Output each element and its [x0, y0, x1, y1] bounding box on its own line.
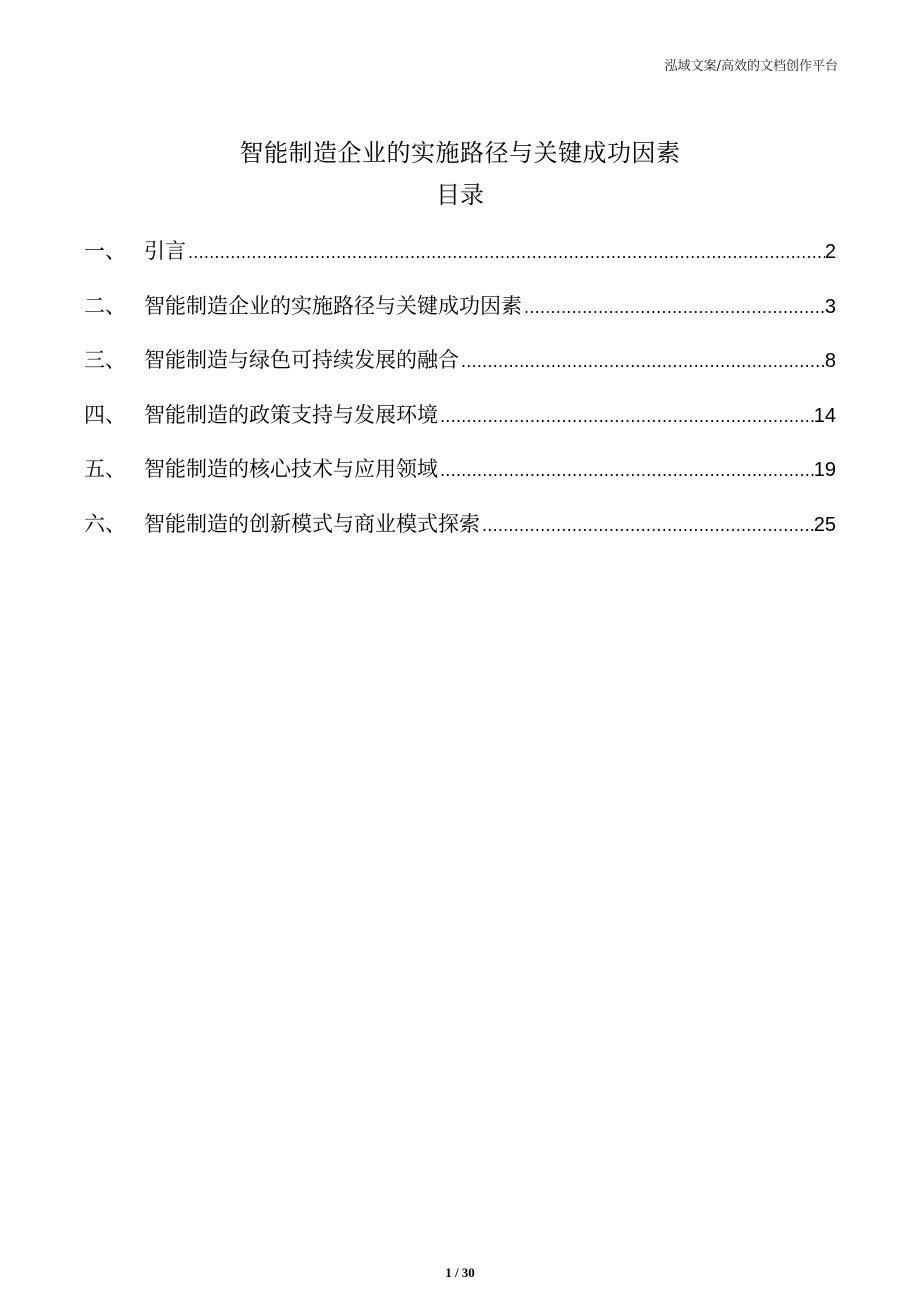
toc-entry-title: 智能制造的政策支持与发展环境	[144, 402, 438, 427]
toc-entry-1[interactable]	[84, 232, 836, 287]
toc-dot-leader	[459, 343, 825, 381]
toc-entry-page: 14	[813, 404, 836, 427]
toc-entry-5[interactable]	[84, 450, 836, 505]
toc-entry-2[interactable]	[84, 287, 836, 342]
toc-entry-title: 智能制造的核心技术与应用领域	[144, 457, 438, 482]
toc-dot-leader	[186, 234, 825, 272]
toc-entry-number: 五、	[84, 457, 126, 482]
toc-entry-page: 3	[824, 295, 836, 318]
toc-entry-number: 二、	[84, 293, 126, 318]
page-number: 1 / 30	[445, 1265, 475, 1280]
toc-entry-title: 引言	[144, 239, 186, 263]
toc-entry-title: 智能制造企业的实施路径与关键成功因素	[144, 293, 522, 318]
toc-entry-page: 2	[824, 241, 836, 263]
toc-dot-leader	[522, 289, 825, 327]
table-of-contents	[84, 232, 836, 560]
toc-entry-page: 25	[813, 513, 836, 536]
toc-entry-number: 四、	[84, 402, 126, 427]
toc-entry-number: 六、	[84, 511, 126, 536]
toc-entry-3[interactable]	[84, 341, 836, 396]
toc-dot-leader	[480, 507, 814, 545]
toc-entry-page: 19	[813, 459, 836, 482]
toc-heading: 目录	[436, 181, 484, 209]
toc-entry-title: 智能制造与绿色可持续发展的融合	[144, 348, 459, 373]
toc-entry-page: 8	[824, 350, 836, 373]
toc-dot-leader	[438, 452, 814, 490]
toc-dot-leader	[438, 398, 814, 436]
document-title: 智能制造企业的实施路径与关键成功因素	[239, 139, 681, 168]
toc-entry-title: 智能制造的创新模式与商业模式探索	[144, 511, 480, 536]
toc-entry-number: 三、	[84, 348, 126, 373]
toc-entry-4[interactable]	[84, 396, 836, 451]
toc-entry-number: 一、	[84, 239, 126, 263]
header-brand-text: 泓域文案/高效的文档创作平台	[664, 59, 838, 74]
toc-entry-6[interactable]	[84, 505, 836, 560]
